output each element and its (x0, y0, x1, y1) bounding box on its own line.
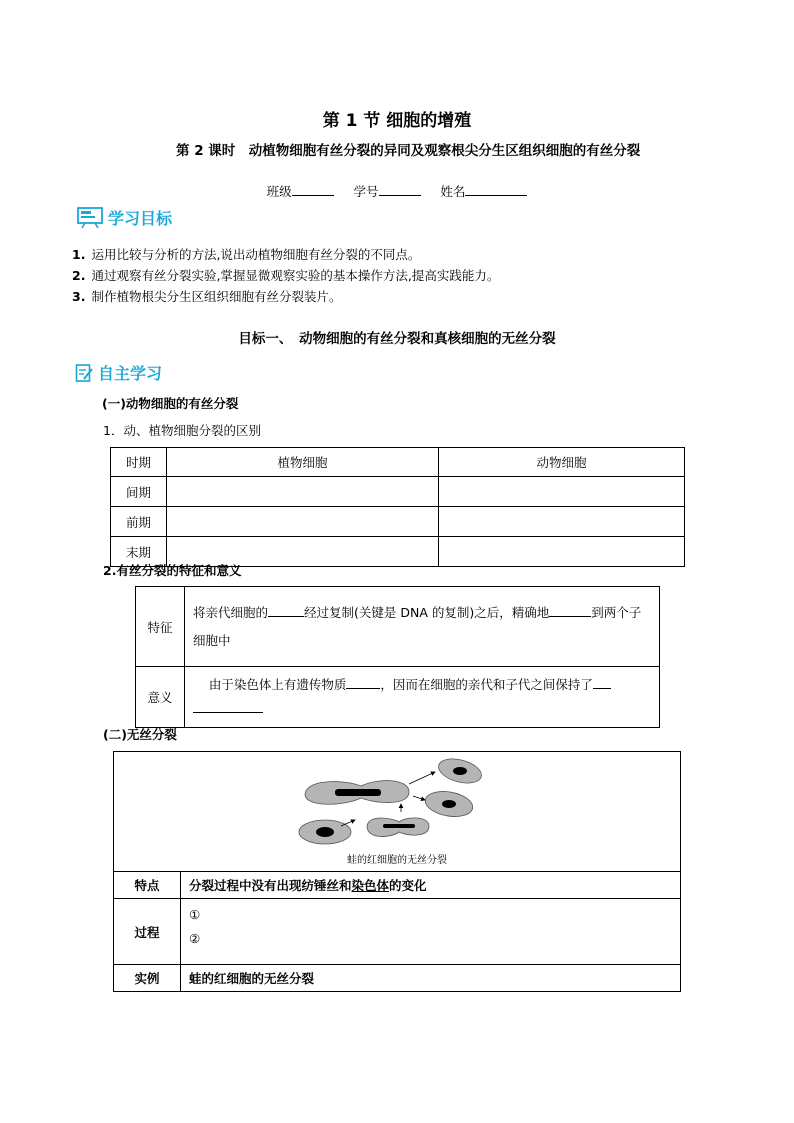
whiteboard-icon (77, 205, 105, 229)
self-study-title: 自主学习 (98, 364, 163, 383)
page-title: 第 1 节 细胞的增殖 (322, 111, 472, 131)
objectives-title: 学习目标 (108, 208, 173, 228)
daughter-nucleus (453, 767, 467, 775)
answer-cell[interactable] (167, 477, 439, 507)
meaning-label: 意义 (136, 667, 185, 728)
answer-cell[interactable] (439, 537, 685, 567)
table-row (136, 587, 660, 667)
mitosis-feature-table (135, 586, 660, 728)
table-row (114, 872, 681, 899)
table-row (114, 899, 681, 965)
cell-nucleus (316, 827, 334, 837)
answer-cell[interactable] (439, 477, 685, 507)
header-cell: 动物细胞 (439, 448, 685, 477)
table-row (136, 667, 660, 728)
process-step-2: ② (189, 931, 201, 946)
table-row (111, 507, 685, 537)
table-row (114, 965, 681, 992)
arrow (413, 796, 425, 800)
fill-blank[interactable] (549, 602, 591, 617)
fill-blank[interactable] (268, 602, 304, 617)
target-one-heading: 目标一、 动物细胞的有丝分裂和真核细胞的无丝分裂 (238, 331, 556, 347)
item-one-heading: 1．动、植物细胞分裂的区别 (103, 423, 261, 438)
feature-text: 将亲代细胞的 经过复制(关键是 DNA 的复制)之后，精确地 到两个子细胞中 (185, 587, 660, 667)
part-one-heading: (一)动物细胞的有丝分裂 (102, 396, 239, 411)
class-blank[interactable] (292, 183, 334, 196)
name-label: 姓名 (440, 184, 466, 199)
figure-caption: 蛙的红细胞的无丝分裂 (347, 855, 447, 866)
example-label: 实例 (114, 965, 181, 992)
fill-blank[interactable] (346, 674, 380, 689)
name-blank[interactable] (465, 183, 527, 196)
table-row (111, 477, 685, 507)
phase-label: 间期 (111, 477, 167, 507)
phase-label: 末期 (111, 537, 167, 567)
figure-row (114, 752, 681, 872)
phase-label: 前期 (111, 507, 167, 537)
table-header-row (111, 448, 685, 477)
edit-note-icon (75, 363, 95, 383)
process-label: 过程 (114, 899, 181, 965)
amitosis-table (113, 751, 681, 992)
meaning-text: 由于染色体上有遗传物质 ，因而在细胞的亲代和子代之间保持了 (185, 667, 660, 728)
lesson-subtitle: 第 2 课时 动植物细胞有丝分裂的异同及观察根尖分生区组织细胞的有丝分裂 (176, 143, 641, 159)
objective-item: 1. 运用比较与分析的方法,说出动植物细胞有丝分裂的不同点。 (72, 247, 421, 262)
number-blank[interactable] (379, 183, 421, 196)
process-step-1: ① (189, 907, 201, 922)
answer-cell[interactable] (439, 507, 685, 537)
header-cell: 时期 (111, 448, 167, 477)
number-label: 学号 (353, 184, 379, 199)
feature-text: 分裂过程中没有出现纺锤丝和染色体的变化 (181, 872, 681, 899)
objective-item: 3. 制作植物根尖分生区组织细胞有丝分裂装片。 (72, 289, 342, 304)
constricting-nucleus (335, 789, 381, 796)
objectives-heading (77, 205, 172, 229)
elongated-nucleus (383, 824, 415, 828)
student-info-line (0, 182, 794, 200)
answer-cell[interactable] (167, 507, 439, 537)
fill-blank[interactable] (193, 698, 263, 713)
example-text: 蛙的红细胞的无丝分裂 (181, 965, 681, 992)
frog-red-cell-division-figure (297, 756, 497, 848)
self-study-heading (75, 361, 162, 384)
fill-blank[interactable] (593, 674, 611, 689)
division-comparison-table (110, 447, 685, 567)
item-two-heading: 2.有丝分裂的特征和意义 (103, 563, 242, 578)
class-label: 班级 (266, 184, 292, 199)
figure-cell (114, 752, 681, 872)
daughter-nucleus (442, 800, 456, 808)
part-two-heading: (二)无丝分裂 (103, 727, 177, 742)
header-cell: 植物细胞 (167, 448, 439, 477)
objective-item: 2. 通过观察有丝分裂实验,掌握显微观察实验的基本操作方法,提高实践能力。 (72, 268, 500, 283)
feature-label: 特点 (114, 872, 181, 899)
process-cell[interactable] (181, 899, 681, 965)
feature-label: 特征 (136, 587, 185, 667)
arrow (409, 772, 435, 784)
